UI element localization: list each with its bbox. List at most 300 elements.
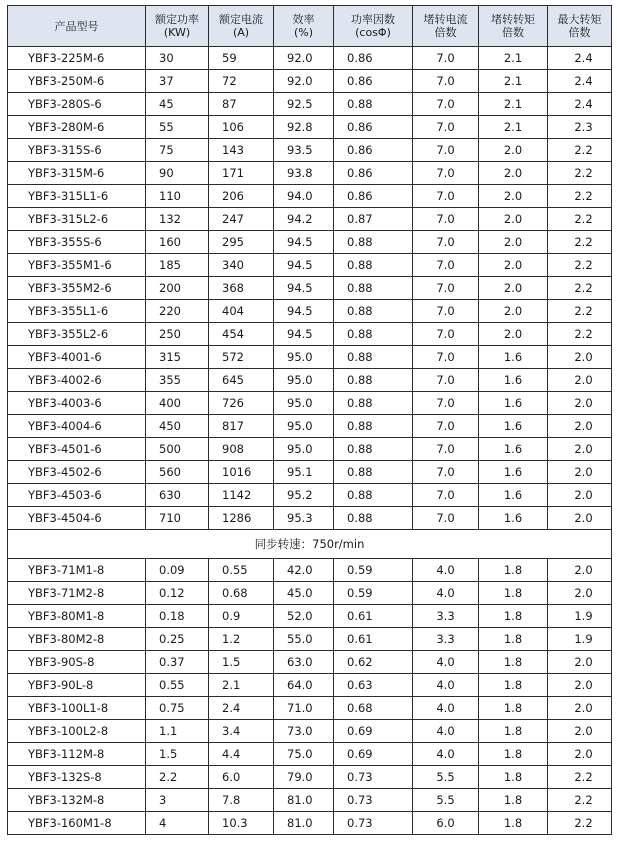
cell-locked-rotor-torque-ratio: 2.0 bbox=[479, 323, 548, 346]
cell-model: YBF3-4504-6 bbox=[8, 507, 146, 530]
cell-locked-rotor-torque-ratio: 2.1 bbox=[479, 47, 548, 70]
cell-rated-power: 37 bbox=[146, 70, 209, 93]
header-power-factor bbox=[334, 6, 413, 47]
header-locked-rotor-torque-ratio bbox=[479, 6, 548, 47]
cell-rated-power: 0.09 bbox=[146, 559, 209, 582]
cell-rated-current: 404 bbox=[209, 300, 274, 323]
cell-rated-power: 160 bbox=[146, 231, 209, 254]
table-row bbox=[8, 70, 612, 93]
cell-power-factor: 0.73 bbox=[334, 812, 413, 835]
cell-efficiency: 73.0 bbox=[274, 720, 334, 743]
cell-model: YBF3-4002-6 bbox=[8, 369, 146, 392]
cell-rated-current: 1286 bbox=[209, 507, 274, 530]
table-header bbox=[8, 6, 612, 47]
cell-locked-rotor-torque-ratio: 1.6 bbox=[479, 415, 548, 438]
cell-power-factor: 0.69 bbox=[334, 743, 413, 766]
cell-efficiency: 95.0 bbox=[274, 438, 334, 461]
table-row bbox=[8, 674, 612, 697]
cell-locked-rotor-current-ratio: 4.0 bbox=[413, 674, 479, 697]
table-row bbox=[8, 743, 612, 766]
section-row bbox=[8, 530, 612, 559]
cell-efficiency: 45.0 bbox=[274, 582, 334, 605]
cell-power-factor: 0.88 bbox=[334, 392, 413, 415]
table-row bbox=[8, 812, 612, 835]
cell-max-torque-ratio: 1.9 bbox=[548, 628, 612, 651]
cell-power-factor: 0.73 bbox=[334, 789, 413, 812]
cell-power-factor: 0.88 bbox=[334, 300, 413, 323]
cell-model: YBF3-71M2-8 bbox=[8, 582, 146, 605]
cell-efficiency: 94.5 bbox=[274, 323, 334, 346]
cell-rated-power: 355 bbox=[146, 369, 209, 392]
cell-rated-current: 0.55 bbox=[209, 559, 274, 582]
cell-power-factor: 0.88 bbox=[334, 277, 413, 300]
cell-max-torque-ratio: 2.4 bbox=[548, 47, 612, 70]
cell-max-torque-ratio: 2.2 bbox=[548, 323, 612, 346]
cell-rated-current: 1.2 bbox=[209, 628, 274, 651]
cell-max-torque-ratio: 2.2 bbox=[548, 139, 612, 162]
cell-power-factor: 0.88 bbox=[334, 484, 413, 507]
cell-rated-power: 710 bbox=[146, 507, 209, 530]
table-row bbox=[8, 93, 612, 116]
cell-rated-power: 1.1 bbox=[146, 720, 209, 743]
cell-locked-rotor-torque-ratio: 1.6 bbox=[479, 461, 548, 484]
cell-max-torque-ratio: 2.3 bbox=[548, 116, 612, 139]
cell-max-torque-ratio: 2.2 bbox=[548, 231, 612, 254]
table-row bbox=[8, 697, 612, 720]
cell-locked-rotor-torque-ratio: 1.8 bbox=[479, 720, 548, 743]
cell-max-torque-ratio: 2.0 bbox=[548, 651, 612, 674]
header-power-factor-line1: 功率因数 bbox=[351, 13, 395, 26]
cell-power-factor: 0.59 bbox=[334, 582, 413, 605]
cell-rated-current: 2.1 bbox=[209, 674, 274, 697]
cell-locked-rotor-torque-ratio: 2.0 bbox=[479, 185, 548, 208]
table-row bbox=[8, 559, 612, 582]
table-row bbox=[8, 628, 612, 651]
cell-locked-rotor-current-ratio: 5.5 bbox=[413, 789, 479, 812]
cell-rated-current: 454 bbox=[209, 323, 274, 346]
cell-rated-power: 400 bbox=[146, 392, 209, 415]
cell-locked-rotor-torque-ratio: 2.1 bbox=[479, 116, 548, 139]
cell-max-torque-ratio: 2.0 bbox=[548, 559, 612, 582]
cell-max-torque-ratio: 2.0 bbox=[548, 674, 612, 697]
cell-max-torque-ratio: 2.0 bbox=[548, 697, 612, 720]
cell-rated-current: 143 bbox=[209, 139, 274, 162]
cell-rated-current: 817 bbox=[209, 415, 274, 438]
cell-rated-current: 295 bbox=[209, 231, 274, 254]
cell-locked-rotor-torque-ratio: 1.6 bbox=[479, 438, 548, 461]
cell-max-torque-ratio: 1.9 bbox=[548, 605, 612, 628]
cell-locked-rotor-torque-ratio: 1.6 bbox=[479, 369, 548, 392]
cell-rated-current: 0.68 bbox=[209, 582, 274, 605]
cell-model: YBF3-4001-6 bbox=[8, 346, 146, 369]
cell-rated-power: 30 bbox=[146, 47, 209, 70]
cell-power-factor: 0.86 bbox=[334, 162, 413, 185]
table-row bbox=[8, 162, 612, 185]
cell-efficiency: 95.1 bbox=[274, 461, 334, 484]
cell-efficiency: 93.5 bbox=[274, 139, 334, 162]
cell-model: YBF3-4502-6 bbox=[8, 461, 146, 484]
cell-model: YBF3-315M-6 bbox=[8, 162, 146, 185]
cell-rated-current: 247 bbox=[209, 208, 274, 231]
cell-rated-power: 0.55 bbox=[146, 674, 209, 697]
cell-efficiency: 94.2 bbox=[274, 208, 334, 231]
cell-locked-rotor-torque-ratio: 2.0 bbox=[479, 139, 548, 162]
cell-locked-rotor-current-ratio: 7.0 bbox=[413, 392, 479, 415]
cell-locked-rotor-current-ratio: 7.0 bbox=[413, 415, 479, 438]
cell-rated-current: 7.8 bbox=[209, 789, 274, 812]
table-row bbox=[8, 605, 612, 628]
cell-locked-rotor-torque-ratio: 2.0 bbox=[479, 254, 548, 277]
header-locked-rotor-current-ratio-line2: 倍数 bbox=[434, 26, 457, 39]
cell-max-torque-ratio: 2.2 bbox=[548, 208, 612, 231]
cell-model: YBF3-250M-6 bbox=[8, 70, 146, 93]
cell-rated-power: 500 bbox=[146, 438, 209, 461]
cell-locked-rotor-current-ratio: 6.0 bbox=[413, 812, 479, 835]
header-locked-rotor-current-ratio bbox=[413, 6, 479, 47]
cell-rated-current: 87 bbox=[209, 93, 274, 116]
cell-rated-power: 55 bbox=[146, 116, 209, 139]
table-row bbox=[8, 277, 612, 300]
cell-locked-rotor-torque-ratio: 1.8 bbox=[479, 674, 548, 697]
cell-efficiency: 95.3 bbox=[274, 507, 334, 530]
header-rated-power bbox=[146, 6, 209, 47]
header-row bbox=[8, 6, 612, 47]
cell-max-torque-ratio: 2.0 bbox=[548, 438, 612, 461]
cell-rated-current: 1016 bbox=[209, 461, 274, 484]
cell-rated-current: 206 bbox=[209, 185, 274, 208]
cell-locked-rotor-torque-ratio: 2.0 bbox=[479, 300, 548, 323]
header-max-torque-ratio bbox=[548, 6, 612, 47]
cell-locked-rotor-current-ratio: 7.0 bbox=[413, 162, 479, 185]
cell-rated-current: 3.4 bbox=[209, 720, 274, 743]
cell-max-torque-ratio: 2.0 bbox=[548, 743, 612, 766]
cell-rated-power: 4 bbox=[146, 812, 209, 835]
cell-power-factor: 0.59 bbox=[334, 559, 413, 582]
cell-rated-power: 45 bbox=[146, 93, 209, 116]
cell-locked-rotor-torque-ratio: 1.8 bbox=[479, 697, 548, 720]
table-body bbox=[8, 47, 612, 835]
cell-efficiency: 92.8 bbox=[274, 116, 334, 139]
table-row bbox=[8, 392, 612, 415]
cell-locked-rotor-current-ratio: 5.5 bbox=[413, 766, 479, 789]
cell-model: YBF3-315S-6 bbox=[8, 139, 146, 162]
header-rated-current-line1: 额定电流 bbox=[219, 13, 263, 26]
cell-locked-rotor-torque-ratio: 2.0 bbox=[479, 208, 548, 231]
cell-rated-power: 220 bbox=[146, 300, 209, 323]
header-rated-power-line2: (KW) bbox=[163, 26, 191, 39]
cell-efficiency: 52.0 bbox=[274, 605, 334, 628]
header-locked-rotor-current-ratio-line1: 堵转电流 bbox=[423, 13, 468, 26]
table-row bbox=[8, 47, 612, 70]
cell-rated-current: 106 bbox=[209, 116, 274, 139]
cell-locked-rotor-current-ratio: 4.0 bbox=[413, 697, 479, 720]
cell-power-factor: 0.88 bbox=[334, 507, 413, 530]
cell-locked-rotor-torque-ratio: 2.1 bbox=[479, 93, 548, 116]
cell-rated-power: 132 bbox=[146, 208, 209, 231]
table-row bbox=[8, 116, 612, 139]
cell-rated-power: 3 bbox=[146, 789, 209, 812]
cell-model: YBF3-90L-8 bbox=[8, 674, 146, 697]
cell-power-factor: 0.63 bbox=[334, 674, 413, 697]
cell-model: YBF3-355M2-6 bbox=[8, 277, 146, 300]
cell-efficiency: 71.0 bbox=[274, 697, 334, 720]
cell-locked-rotor-current-ratio: 7.0 bbox=[413, 116, 479, 139]
cell-locked-rotor-current-ratio: 7.0 bbox=[413, 231, 479, 254]
cell-locked-rotor-current-ratio: 7.0 bbox=[413, 93, 479, 116]
cell-model: YBF3-90S-8 bbox=[8, 651, 146, 674]
header-power-factor-line2: (cosΦ) bbox=[355, 26, 391, 39]
cell-rated-current: 59 bbox=[209, 47, 274, 70]
cell-model: YBF3-315L2-6 bbox=[8, 208, 146, 231]
cell-locked-rotor-torque-ratio: 1.8 bbox=[479, 766, 548, 789]
cell-rated-power: 1.5 bbox=[146, 743, 209, 766]
table-row bbox=[8, 582, 612, 605]
cell-max-torque-ratio: 2.2 bbox=[548, 185, 612, 208]
cell-rated-current: 572 bbox=[209, 346, 274, 369]
header-model bbox=[8, 6, 146, 47]
cell-max-torque-ratio: 2.4 bbox=[548, 93, 612, 116]
cell-rated-current: 726 bbox=[209, 392, 274, 415]
cell-locked-rotor-torque-ratio: 2.1 bbox=[479, 70, 548, 93]
table-row bbox=[8, 507, 612, 530]
cell-model: YBF3-112M-8 bbox=[8, 743, 146, 766]
cell-efficiency: 63.0 bbox=[274, 651, 334, 674]
cell-max-torque-ratio: 2.0 bbox=[548, 582, 612, 605]
cell-model: YBF3-80M1-8 bbox=[8, 605, 146, 628]
cell-power-factor: 0.69 bbox=[334, 720, 413, 743]
cell-locked-rotor-current-ratio: 4.0 bbox=[413, 559, 479, 582]
cell-efficiency: 75.0 bbox=[274, 743, 334, 766]
cell-power-factor: 0.61 bbox=[334, 605, 413, 628]
cell-locked-rotor-current-ratio: 7.0 bbox=[413, 438, 479, 461]
cell-power-factor: 0.88 bbox=[334, 323, 413, 346]
cell-model: YBF3-280S-6 bbox=[8, 93, 146, 116]
cell-rated-current: 2.4 bbox=[209, 697, 274, 720]
header-rated-power-line1: 额定功率 bbox=[155, 13, 199, 26]
cell-efficiency: 42.0 bbox=[274, 559, 334, 582]
cell-rated-current: 1.5 bbox=[209, 651, 274, 674]
cell-rated-power: 0.25 bbox=[146, 628, 209, 651]
cell-efficiency: 55.0 bbox=[274, 628, 334, 651]
header-max-torque-ratio-line1: 最大转矩 bbox=[557, 13, 602, 26]
cell-rated-power: 315 bbox=[146, 346, 209, 369]
cell-locked-rotor-current-ratio: 7.0 bbox=[413, 70, 479, 93]
motor-spec-table bbox=[7, 5, 612, 835]
table-row bbox=[8, 484, 612, 507]
cell-locked-rotor-torque-ratio: 1.6 bbox=[479, 507, 548, 530]
table-row bbox=[8, 300, 612, 323]
header-efficiency-line2: (%) bbox=[293, 26, 314, 39]
table-row bbox=[8, 415, 612, 438]
cell-rated-current: 0.9 bbox=[209, 605, 274, 628]
cell-locked-rotor-torque-ratio: 1.8 bbox=[479, 605, 548, 628]
cell-model: YBF3-355M1-6 bbox=[8, 254, 146, 277]
cell-locked-rotor-torque-ratio: 2.0 bbox=[479, 162, 548, 185]
table-row bbox=[8, 720, 612, 743]
cell-model: YBF3-100L2-8 bbox=[8, 720, 146, 743]
cell-locked-rotor-torque-ratio: 2.0 bbox=[479, 231, 548, 254]
cell-locked-rotor-current-ratio: 7.0 bbox=[413, 507, 479, 530]
cell-rated-current: 10.3 bbox=[209, 812, 274, 835]
cell-rated-power: 450 bbox=[146, 415, 209, 438]
table-row bbox=[8, 651, 612, 674]
cell-rated-current: 1142 bbox=[209, 484, 274, 507]
cell-rated-power: 90 bbox=[146, 162, 209, 185]
cell-efficiency: 95.0 bbox=[274, 392, 334, 415]
table-row bbox=[8, 208, 612, 231]
cell-power-factor: 0.68 bbox=[334, 697, 413, 720]
header-efficiency-line1: 效率 bbox=[292, 13, 315, 26]
cell-efficiency: 81.0 bbox=[274, 789, 334, 812]
cell-max-torque-ratio: 2.0 bbox=[548, 415, 612, 438]
cell-max-torque-ratio: 2.0 bbox=[548, 507, 612, 530]
cell-efficiency: 94.5 bbox=[274, 277, 334, 300]
cell-max-torque-ratio: 2.2 bbox=[548, 254, 612, 277]
cell-locked-rotor-torque-ratio: 1.6 bbox=[479, 392, 548, 415]
cell-model: YBF3-132M-8 bbox=[8, 789, 146, 812]
cell-rated-power: 0.12 bbox=[146, 582, 209, 605]
cell-max-torque-ratio: 2.0 bbox=[548, 369, 612, 392]
cell-locked-rotor-torque-ratio: 1.8 bbox=[479, 628, 548, 651]
cell-power-factor: 0.88 bbox=[334, 231, 413, 254]
cell-locked-rotor-current-ratio: 3.3 bbox=[413, 628, 479, 651]
cell-model: YBF3-355L2-6 bbox=[8, 323, 146, 346]
cell-locked-rotor-current-ratio: 7.0 bbox=[413, 254, 479, 277]
cell-model: YBF3-80M2-8 bbox=[8, 628, 146, 651]
cell-power-factor: 0.86 bbox=[334, 70, 413, 93]
cell-locked-rotor-torque-ratio: 1.8 bbox=[479, 743, 548, 766]
cell-max-torque-ratio: 2.2 bbox=[548, 162, 612, 185]
cell-efficiency: 93.8 bbox=[274, 162, 334, 185]
header-efficiency bbox=[274, 6, 334, 47]
cell-locked-rotor-current-ratio: 4.0 bbox=[413, 743, 479, 766]
cell-rated-power: 0.37 bbox=[146, 651, 209, 674]
cell-efficiency: 94.5 bbox=[274, 254, 334, 277]
cell-power-factor: 0.73 bbox=[334, 766, 413, 789]
cell-rated-current: 368 bbox=[209, 277, 274, 300]
cell-locked-rotor-current-ratio: 7.0 bbox=[413, 323, 479, 346]
cell-efficiency: 95.0 bbox=[274, 415, 334, 438]
cell-locked-rotor-torque-ratio: 2.0 bbox=[479, 277, 548, 300]
cell-locked-rotor-current-ratio: 7.0 bbox=[413, 369, 479, 392]
cell-locked-rotor-current-ratio: 7.0 bbox=[413, 208, 479, 231]
cell-power-factor: 0.86 bbox=[334, 139, 413, 162]
cell-rated-power: 110 bbox=[146, 185, 209, 208]
cell-rated-power: 0.75 bbox=[146, 697, 209, 720]
header-locked-rotor-torque-ratio-line1: 堵转转矩 bbox=[491, 13, 535, 26]
cell-locked-rotor-current-ratio: 7.0 bbox=[413, 277, 479, 300]
table-row bbox=[8, 231, 612, 254]
cell-locked-rotor-torque-ratio: 1.8 bbox=[479, 582, 548, 605]
cell-power-factor: 0.88 bbox=[334, 346, 413, 369]
cell-locked-rotor-current-ratio: 7.0 bbox=[413, 484, 479, 507]
cell-model: YBF3-355L1-6 bbox=[8, 300, 146, 323]
table-row bbox=[8, 438, 612, 461]
cell-model: YBF3-4004-6 bbox=[8, 415, 146, 438]
cell-rated-power: 2.2 bbox=[146, 766, 209, 789]
cell-rated-power: 0.18 bbox=[146, 605, 209, 628]
cell-rated-power: 630 bbox=[146, 484, 209, 507]
table-row bbox=[8, 766, 612, 789]
table-row bbox=[8, 461, 612, 484]
header-model-line1: 产品型号 bbox=[54, 19, 99, 33]
motor-spec-table-container bbox=[7, 5, 612, 835]
cell-power-factor: 0.88 bbox=[334, 415, 413, 438]
cell-model: YBF3-100L1-8 bbox=[8, 697, 146, 720]
cell-locked-rotor-current-ratio: 3.3 bbox=[413, 605, 479, 628]
cell-rated-current: 72 bbox=[209, 70, 274, 93]
cell-power-factor: 0.88 bbox=[334, 461, 413, 484]
cell-locked-rotor-current-ratio: 4.0 bbox=[413, 582, 479, 605]
cell-efficiency: 81.0 bbox=[274, 812, 334, 835]
table-row bbox=[8, 185, 612, 208]
cell-efficiency: 95.0 bbox=[274, 369, 334, 392]
cell-model: YBF3-160M1-8 bbox=[8, 812, 146, 835]
cell-power-factor: 0.88 bbox=[334, 369, 413, 392]
cell-rated-current: 6.0 bbox=[209, 766, 274, 789]
table-row bbox=[8, 346, 612, 369]
cell-locked-rotor-current-ratio: 7.0 bbox=[413, 139, 479, 162]
cell-locked-rotor-current-ratio: 7.0 bbox=[413, 185, 479, 208]
header-rated-current-line2: (A) bbox=[232, 26, 250, 39]
cell-locked-rotor-current-ratio: 7.0 bbox=[413, 461, 479, 484]
cell-max-torque-ratio: 2.2 bbox=[548, 300, 612, 323]
cell-locked-rotor-current-ratio: 4.0 bbox=[413, 651, 479, 674]
cell-max-torque-ratio: 2.2 bbox=[548, 812, 612, 835]
cell-model: YBF3-280M-6 bbox=[8, 116, 146, 139]
cell-locked-rotor-current-ratio: 7.0 bbox=[413, 300, 479, 323]
cell-model: YBF3-4003-6 bbox=[8, 392, 146, 415]
cell-locked-rotor-current-ratio: 7.0 bbox=[413, 47, 479, 70]
cell-efficiency: 94.5 bbox=[274, 300, 334, 323]
cell-rated-power: 200 bbox=[146, 277, 209, 300]
cell-locked-rotor-torque-ratio: 1.8 bbox=[479, 559, 548, 582]
cell-power-factor: 0.88 bbox=[334, 93, 413, 116]
header-max-torque-ratio-line2: 倍数 bbox=[568, 26, 591, 39]
cell-rated-current: 908 bbox=[209, 438, 274, 461]
cell-model: YBF3-225M-6 bbox=[8, 47, 146, 70]
cell-power-factor: 0.61 bbox=[334, 628, 413, 651]
table-row bbox=[8, 369, 612, 392]
cell-max-torque-ratio: 2.2 bbox=[548, 789, 612, 812]
cell-max-torque-ratio: 2.2 bbox=[548, 766, 612, 789]
cell-power-factor: 0.86 bbox=[334, 47, 413, 70]
table-row bbox=[8, 323, 612, 346]
header-rated-current bbox=[209, 6, 274, 47]
cell-max-torque-ratio: 2.0 bbox=[548, 461, 612, 484]
cell-locked-rotor-current-ratio: 7.0 bbox=[413, 346, 479, 369]
cell-efficiency: 79.0 bbox=[274, 766, 334, 789]
cell-max-torque-ratio: 2.0 bbox=[548, 392, 612, 415]
cell-rated-current: 340 bbox=[209, 254, 274, 277]
cell-model: YBF3-4503-6 bbox=[8, 484, 146, 507]
cell-power-factor: 0.88 bbox=[334, 254, 413, 277]
cell-model: YBF3-315L1-6 bbox=[8, 185, 146, 208]
table-row bbox=[8, 254, 612, 277]
cell-rated-power: 560 bbox=[146, 461, 209, 484]
cell-locked-rotor-torque-ratio: 1.6 bbox=[479, 484, 548, 507]
cell-model: YBF3-132S-8 bbox=[8, 766, 146, 789]
cell-rated-current: 171 bbox=[209, 162, 274, 185]
cell-rated-power: 185 bbox=[146, 254, 209, 277]
cell-locked-rotor-current-ratio: 4.0 bbox=[413, 720, 479, 743]
section-label-synchronous-speed: 同步转速：750r/min bbox=[8, 530, 612, 559]
cell-rated-power: 250 bbox=[146, 323, 209, 346]
cell-power-factor: 0.86 bbox=[334, 116, 413, 139]
table-row bbox=[8, 789, 612, 812]
cell-efficiency: 92.0 bbox=[274, 47, 334, 70]
cell-power-factor: 0.88 bbox=[334, 438, 413, 461]
